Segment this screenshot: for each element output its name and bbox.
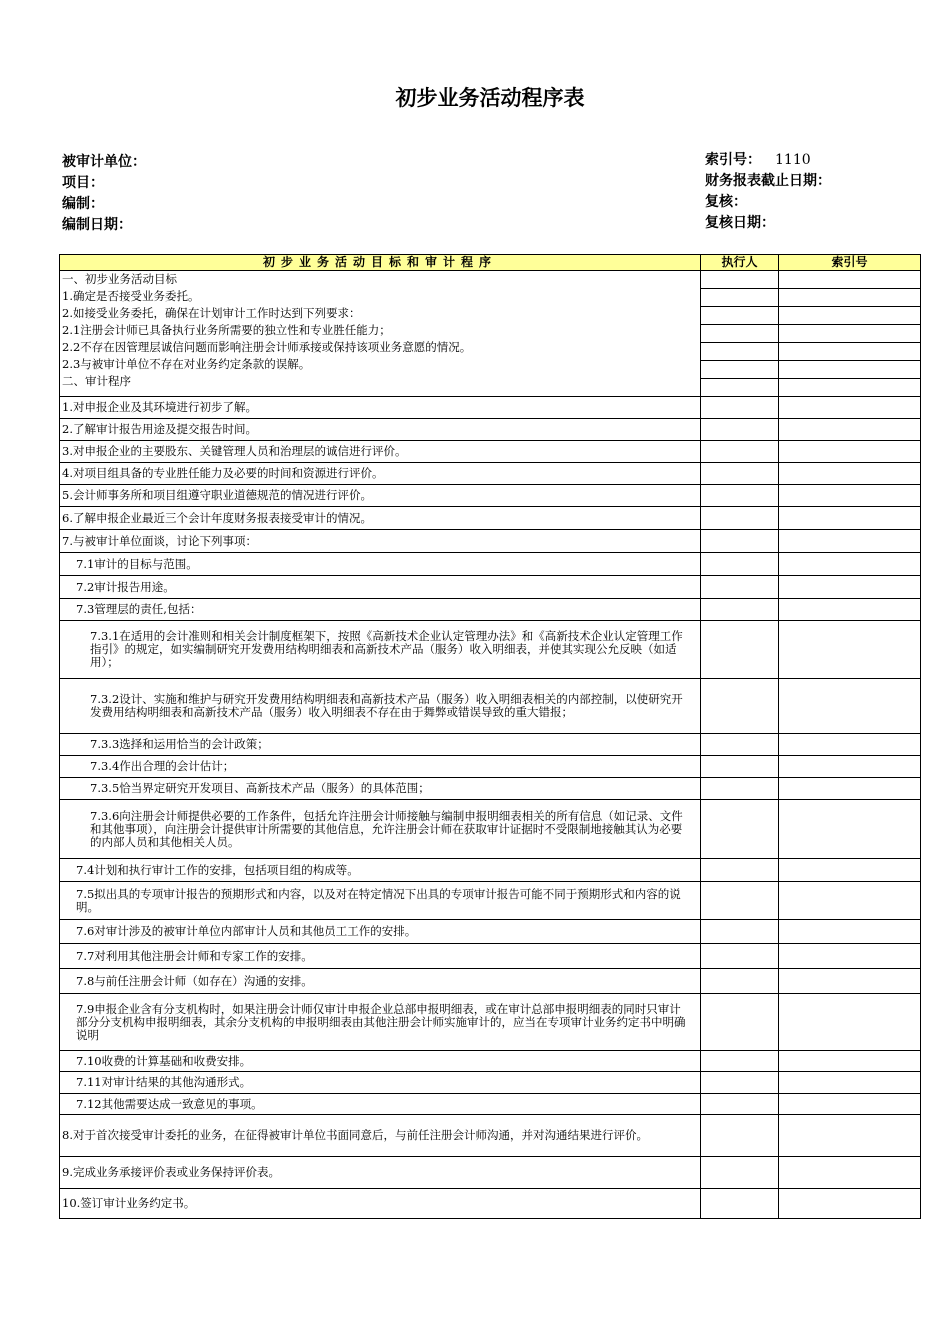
auditee-label: 被审计单位： [62,154,146,170]
index-cell[interactable] [779,271,921,289]
executor-cell[interactable] [701,343,779,361]
procedure-text: 7.6对审计涉及的被审计单位内部审计人员和其他员工工作的安排。 [60,920,701,944]
objective-line: 1.确定是否接受业务委托。 [62,289,200,303]
procedure-text: 9.完成业务承接评价表或业务保持评价表。 [60,1157,701,1189]
index-cell[interactable] [779,397,921,419]
index-cell[interactable] [779,553,921,576]
executor-cell[interactable] [701,325,779,343]
executor-cell[interactable] [701,679,779,734]
index-cell[interactable] [779,441,921,463]
executor-cell[interactable] [701,800,779,859]
procedure-text: 7.7对利用其他注册会计师和专家工作的安排。 [60,944,701,969]
procedure-text: 7.3.5恰当界定研究开发项目、高新技术产品（服务）的具体范围； [60,778,701,800]
review-date-label: 复核日期： [705,215,775,231]
index-line [705,150,831,171]
objective-line: 2.3与被审计单位不存在对业务约定条款的误解。 [62,357,311,371]
table-row [60,441,921,463]
procedure-text: 2.了解审计报告用途及提交报告时间。 [60,419,701,441]
table-row [60,1189,921,1219]
index-cell[interactable] [779,325,921,343]
index-cell[interactable] [779,994,921,1051]
objective-line: 2.1注册会计师已具备执行业务所需要的独立性和专业胜任能力； [62,323,391,337]
table-row [60,576,921,599]
executor-cell[interactable] [701,756,779,778]
index-cell[interactable] [779,756,921,778]
table-row [60,778,921,800]
index-cell[interactable] [779,1072,921,1094]
index-cell[interactable] [779,778,921,800]
procedure-text: 7.9申报企业含有分支机构时，如果注册会计师仅审计申报企业总部申报明细表，或在审计总部申报明细表的同时只审计部分分支机构申报明细表，其余分支机构的申报明细表由其他注册会计师实施审计的，应当在专项审计业务约定书中明确说明 [60,994,701,1051]
executor-cell[interactable] [701,1115,779,1157]
executor-cell[interactable] [701,379,779,397]
procedure-text: 7.4计划和执行审计工作的安排，包括项目组的构成等。 [60,859,701,882]
objectives-block [60,271,701,397]
index-cell[interactable] [779,859,921,882]
info-left [62,152,146,236]
period-end-label: 财务报表截止日期： [705,173,831,189]
executor-cell[interactable] [701,271,779,289]
table-row [60,882,921,920]
procedure-text: 1.对申报企业及其环境进行初步了解。 [60,397,701,419]
index-cell[interactable] [779,1094,921,1115]
table-row [60,397,921,419]
executor-cell[interactable] [701,530,779,553]
executor-cell[interactable] [701,419,779,441]
executor-cell[interactable] [701,507,779,530]
index-label: 索引号： [705,152,761,168]
executor-cell[interactable] [701,1189,779,1219]
procedure-text: 7.3.3选择和运用恰当的会计政策； [60,734,701,756]
info-right [705,150,831,234]
objective-line: 一、初步业务活动目标 [62,272,177,286]
index-cell[interactable] [779,1115,921,1157]
executor-cell[interactable] [701,1094,779,1115]
procedure-text: 3.对申报企业的主要股东、关键管理人员和治理层的诚信进行评价。 [60,441,701,463]
procedure-text: 7.10收费的计算基础和收费安排。 [60,1051,701,1072]
executor-cell[interactable] [701,599,779,621]
table-row [60,969,921,994]
index-cell[interactable] [779,599,921,621]
executor-cell[interactable] [701,778,779,800]
procedure-text: 7.5拟出具的专项审计报告的预期形式和内容，以及对在特定情况下出具的专项审计报告可能不同于预期形式和内容的说明。 [60,882,701,920]
table-row [60,599,921,621]
index-cell[interactable] [779,882,921,920]
index-cell[interactable] [779,1157,921,1189]
procedure-text: 7.12其他需要达成一致意见的事项。 [60,1094,701,1115]
procedure-text: 7.2审计报告用途。 [60,576,701,599]
index-cell[interactable] [779,969,921,994]
table-row [60,920,921,944]
index-cell[interactable] [779,463,921,485]
executor-cell[interactable] [701,441,779,463]
executor-cell[interactable] [701,969,779,994]
procedure-text: 10.签订审计业务约定书。 [60,1189,701,1219]
page-title: 初步业务活动程序表 [395,86,585,110]
table-row [60,734,921,756]
index-cell[interactable] [779,1189,921,1219]
executor-cell[interactable] [701,485,779,507]
executor-cell[interactable] [701,882,779,920]
table-row [60,553,921,576]
table-row [60,507,921,530]
header-executor: 执行人 [701,255,779,271]
index-cell[interactable] [779,800,921,859]
executor-cell[interactable] [701,361,779,379]
table-row [60,530,921,553]
executor-cell[interactable] [701,1051,779,1072]
executor-cell[interactable] [701,553,779,576]
header-index: 索引号 [779,255,921,271]
executor-cell[interactable] [701,307,779,325]
executor-cell[interactable] [701,920,779,944]
table-row [60,463,921,485]
executor-cell[interactable] [701,463,779,485]
executor-cell[interactable] [701,576,779,599]
index-cell[interactable] [779,734,921,756]
procedure-text: 8.对于首次接受审计委托的业务，在征得被审计单位书面同意后，与前任注册会计师沟通，并对沟通结果进行评价。 [60,1115,701,1157]
objectives-row [60,271,921,289]
table-row [60,485,921,507]
reviewer-label: 复核： [705,194,747,210]
procedure-text: 7.8与前任注册会计师（如存在）沟通的安排。 [60,969,701,994]
executor-cell[interactable] [701,289,779,307]
project-label: 项目： [62,175,104,191]
index-cell[interactable] [779,621,921,679]
executor-cell[interactable] [701,734,779,756]
index-cell[interactable] [779,289,921,307]
table-header [60,255,921,271]
executor-cell[interactable] [701,859,779,882]
executor-cell[interactable] [701,1157,779,1189]
index-cell[interactable] [779,361,921,379]
table-row [60,1072,921,1094]
objective-line: 二、审计程序 [62,374,131,388]
index-cell[interactable] [779,1051,921,1072]
procedure-text: 7.3.1在适用的会计准则和相关会计制度框架下，按照《高新技术企业认定管理办法》和《高新技术企业认定管理工作指引》的规定，如实编制研究开发费用结构明细表和高新技术产品（服务）收入明细表，并使其实现公允反映（如适用）； [60,621,701,679]
table-row [60,756,921,778]
index-cell[interactable] [779,379,921,397]
executor-cell[interactable] [701,944,779,969]
objective-line: 2.如接受业务委托，确保在计划审计工作时达到下列要求： [62,306,361,320]
procedure-text: 7.3.4作出合理的会计估计； [60,756,701,778]
procedure-text: 7.与被审计单位面谈，讨论下列事项： [60,530,701,553]
preparer-label: 编制： [62,196,104,212]
table-row [60,1094,921,1115]
table-row [60,679,921,734]
index-cell[interactable] [779,920,921,944]
table-row [60,1115,921,1157]
table-row [60,994,921,1051]
table-row [60,859,921,882]
header-procedures: 初步业务活动目标和审计程序 [60,255,701,271]
procedure-text: 7.11对审计结果的其他沟通形式。 [60,1072,701,1094]
procedure-text: 7.3.6向注册会计师提供必要的工作条件，包括允许注册会计师接触与编制申报明细表相关的所有信息（如记录、文件和其他事项），向注册会计提供审计所需要的其他信息，允许注册会计师在获取审计证据时不受限制地接触其认为必要的内部人员和其他相关人员。 [60,800,701,859]
procedure-text: 7.1审计的目标与范围。 [60,553,701,576]
index-cell[interactable] [779,576,921,599]
procedure-text: 5.会计师事务所和项目组遵守职业道德规范的情况进行评价。 [60,485,701,507]
table-row [60,621,921,679]
table-row [60,1051,921,1072]
procedure-text: 4.对项目组具备的专业胜任能力及必要的时间和资源进行评价。 [60,463,701,485]
prep-date-label: 编制日期： [62,217,132,233]
table-row [60,800,921,859]
index-cell[interactable] [779,530,921,553]
index-cell[interactable] [779,507,921,530]
executor-cell[interactable] [701,994,779,1051]
procedure-text: 7.3管理层的责任,包括： [60,599,701,621]
procedure-table [59,254,921,1219]
objective-line: 2.2不存在因管理层诚信问题而影响注册会计师承接或保持该项业务意愿的情况。 [62,340,472,354]
procedure-text: 7.3.2设计、实施和维护与研究开发费用结构明细表和高新技术产品（服务）收入明细表相关的内部控制，以使研究开发费用结构明细表和高新技术产品（服务）收入明细表不存在由于舞弊或错误导致的重大错报； [60,679,701,734]
index-cell[interactable] [779,419,921,441]
index-cell[interactable] [779,307,921,325]
procedure-text: 6.了解申报企业最近三个会计年度财务报表接受审计的情况。 [60,507,701,530]
index-cell[interactable] [779,343,921,361]
executor-cell[interactable] [701,1072,779,1094]
index-cell[interactable] [779,485,921,507]
index-cell[interactable] [779,944,921,969]
executor-cell[interactable] [701,397,779,419]
index-value: 1110 [775,152,811,168]
table-row [60,419,921,441]
table-row [60,1157,921,1189]
executor-cell[interactable] [701,621,779,679]
index-cell[interactable] [779,679,921,734]
table-row [60,944,921,969]
